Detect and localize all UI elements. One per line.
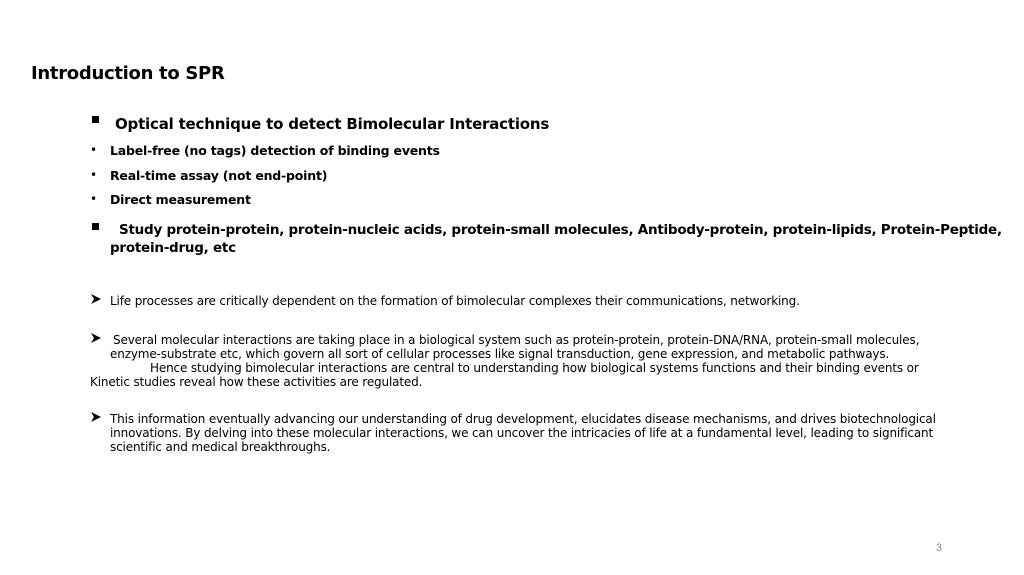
round-bullet-icon: • bbox=[90, 192, 98, 206]
arrow-bullet-text-line1: Several molecular interactions are taking place in a biological system such as protein-protein, protein-DNA/RNA, protein-small molecules, bbox=[113, 333, 920, 347]
arrow-bullet-icon bbox=[90, 332, 102, 344]
list-item-text: Real-time assay (not end-point) bbox=[110, 168, 328, 183]
arrow-bullet-text: Life processes are critically dependent on the formation of bimolecular complexes their communications, networking. bbox=[110, 294, 800, 308]
arrow-bullet-text-line4: Kinetic studies reveal how these activities are regulated. bbox=[90, 375, 423, 389]
heading-optical-text: Optical technique to detect Bimolecular Interactions bbox=[115, 115, 550, 133]
list-item-text: Direct measurement bbox=[110, 192, 251, 207]
square-bullet-icon bbox=[92, 223, 99, 230]
arrow-bullet-text-line1: This information eventually advancing our understanding of drug development, elucidates disease mechanisms, and drives biotechnological bbox=[110, 412, 936, 426]
arrow-bullet-text-line3: scientific and medical breakthroughs. bbox=[110, 440, 331, 454]
slide-title: Introduction to SPR bbox=[31, 63, 225, 84]
arrow-bullet-text-line2: enzyme-substrate etc, which govern all sort of cellular processes like signal transduction, gene expression, and metabolic pathways. bbox=[110, 347, 890, 361]
arrow-bullet-icon bbox=[90, 293, 102, 305]
square-bullet-icon bbox=[92, 116, 99, 123]
round-bullet-icon: • bbox=[90, 168, 98, 182]
heading-study-line1: Study protein-protein, protein-nucleic acids, protein-small molecules, Antibody-protein, protein-lipids, Protein-Peptide, bbox=[119, 222, 1002, 238]
arrow-bullet-text-line3: Hence studying bimolecular interactions are central to understanding how biological systems functions and their binding events or bbox=[150, 361, 919, 375]
arrow-bullet-text-line2: innovations. By delving into these molecular interactions, we can uncover the intricacies of life at a fundamental level, leading to significant bbox=[110, 426, 934, 440]
round-bullet-icon: • bbox=[90, 143, 98, 157]
heading-study-line2: protein-drug, etc bbox=[110, 240, 236, 256]
page-number: 3 bbox=[936, 542, 943, 554]
arrow-bullet-icon bbox=[90, 411, 102, 423]
list-item-text: Label-free (no tags) detection of binding events bbox=[110, 143, 440, 158]
